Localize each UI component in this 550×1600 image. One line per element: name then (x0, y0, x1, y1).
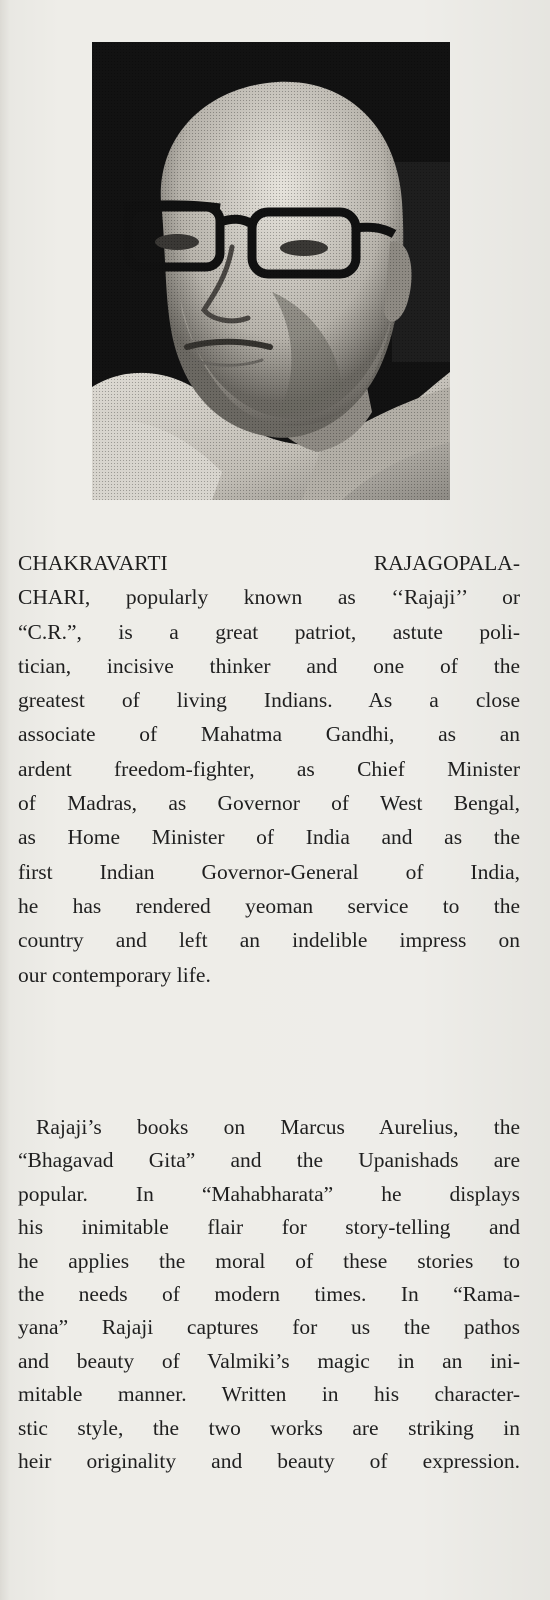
biography-line: country and left an indelible impress on (18, 928, 520, 953)
biography-paragraph (18, 546, 520, 992)
books-line: and beauty of Valmiki’s magic in an ini- (18, 1348, 520, 1373)
biography-line: he has rendered yeoman service to the (18, 893, 520, 918)
portrait-photo (92, 42, 450, 500)
books-line: yana” Rajaji captures for us the pathos (18, 1315, 520, 1340)
biography-line: greatest of living Indians. As a close (18, 688, 520, 713)
biography-line: our contemporary life. (18, 962, 211, 987)
biography-line: “C.R.”, is a great patriot, astute poli- (18, 619, 520, 644)
books-line: popular. In “Mahabharata” he displays (18, 1181, 520, 1206)
books-line: “Bhagavad Gita” and the Upanishads are (18, 1148, 520, 1173)
books-line: mitable manner. Written in his character- (18, 1382, 520, 1407)
books-line: heir originality and beauty of expression. (18, 1448, 520, 1473)
biography-line: of Madras, as Governor of West Bengal, (18, 791, 520, 816)
biography-line: CHARI, popularly known as ‘‘Rajaji’’ or (18, 585, 520, 610)
biography-line: first Indian Governor-General of India, (18, 859, 520, 884)
books-line: he applies the moral of these stories to (18, 1248, 520, 1273)
portrait-illustration (92, 42, 450, 500)
biography-line: ardent freedom-fighter, as Chief Minister (18, 756, 520, 781)
books-line: Rajaji’s books on Marcus Aurelius, the (36, 1115, 520, 1139)
books-line: stic style, the two works are striking in (18, 1415, 520, 1440)
books-line: the needs of modern times. In “Rama- (18, 1281, 520, 1306)
books-paragraph (18, 1111, 520, 1478)
biography-line: as Home Minister of India and as the (18, 825, 520, 850)
biography-line: associate of Mahatma Gandhi, as an (18, 722, 520, 747)
biography-line: tician, incisive thinker and one of the (18, 653, 520, 678)
books-line: his inimitable flair for story-telling and (18, 1215, 520, 1240)
biography-line: CHAKRAVARTI RAJAGOPALA- (18, 551, 520, 575)
